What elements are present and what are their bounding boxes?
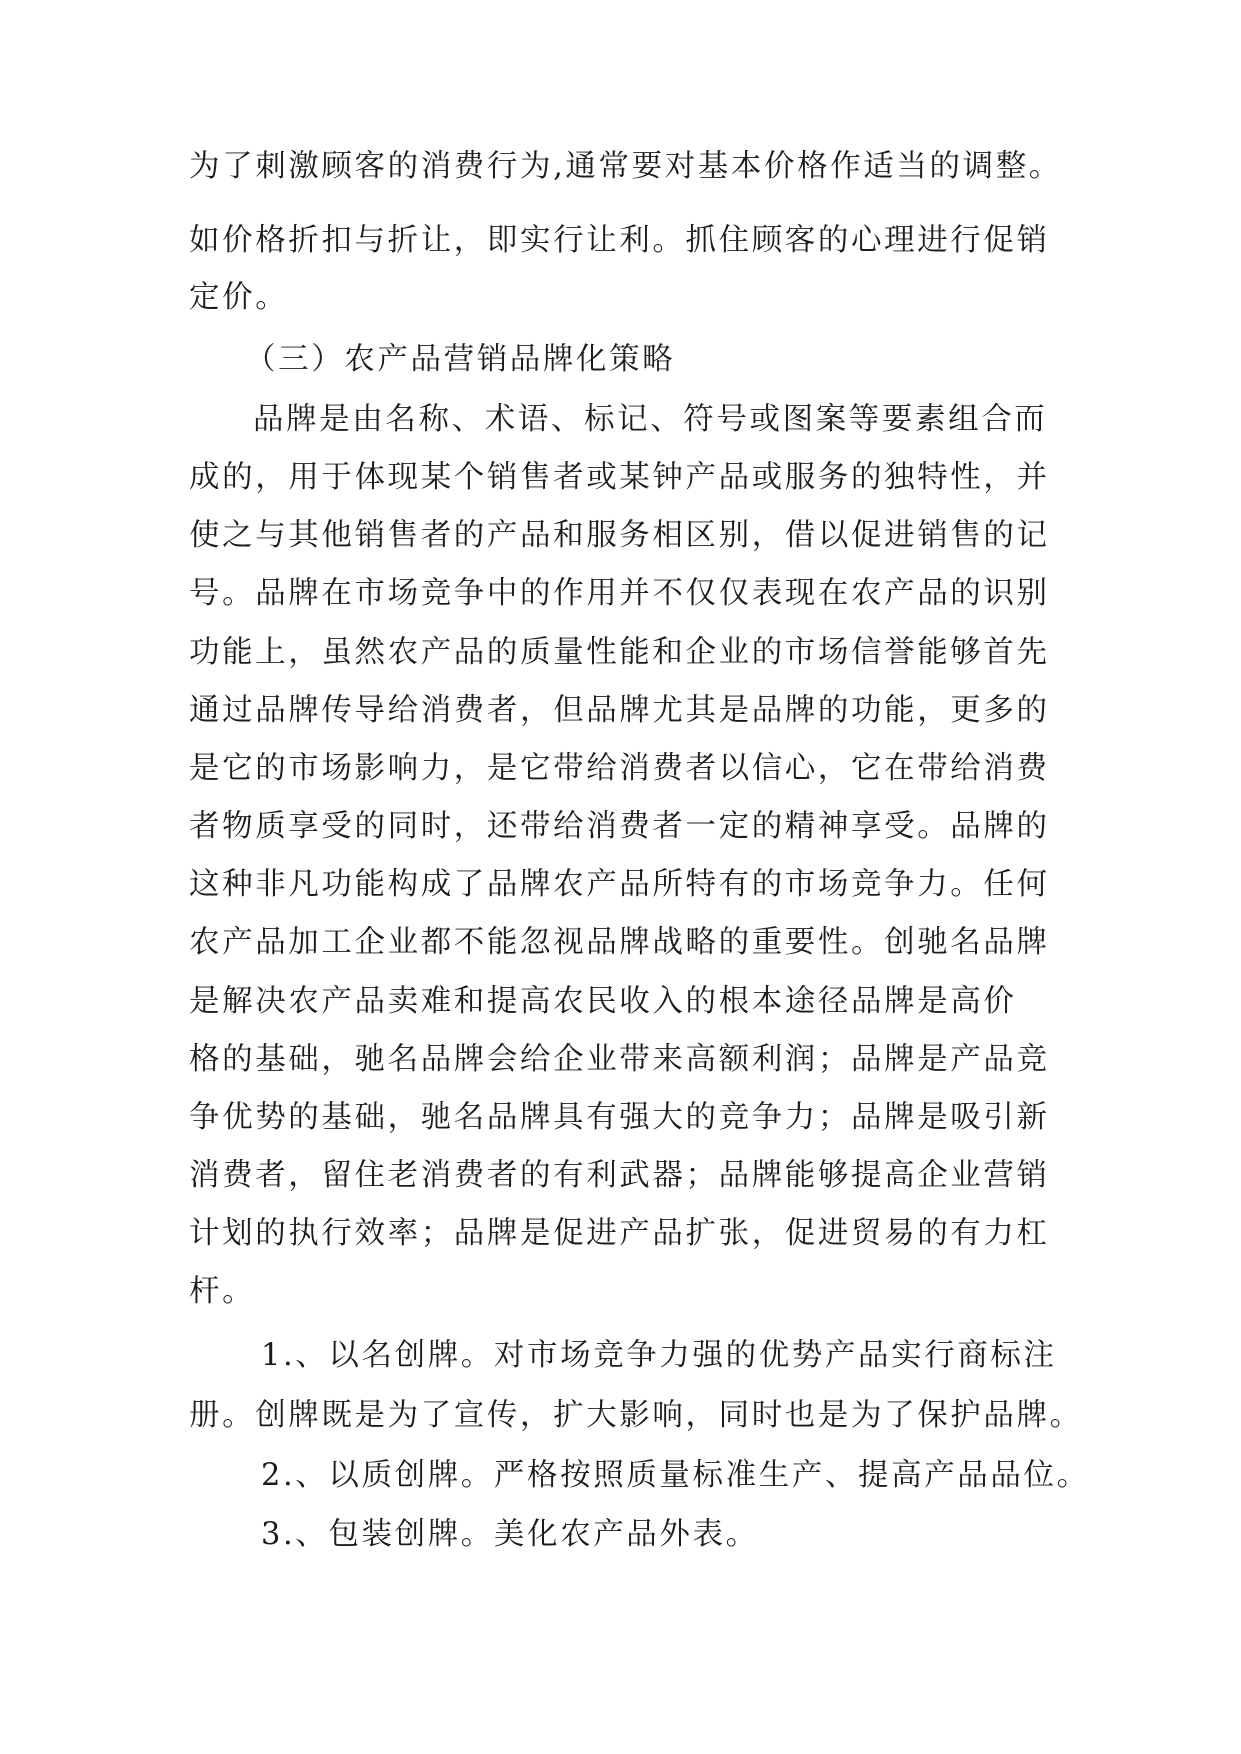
body-text-line: 杆。 xyxy=(189,1274,256,1309)
body-text-line: 为了刺激顾客的消费行为,通常要对基本价格作适当的调整。 xyxy=(189,149,1062,184)
body-text-line: 册。创牌既是为了宣传，扩大影响，同时也是为了保护品牌。 xyxy=(189,1398,1083,1433)
body-text-line: 是它的市场影响力，是它带给消费者以信心，它在带给消费 xyxy=(189,751,1050,786)
body-text-line: 定价。 xyxy=(189,280,289,315)
paragraph-first-line: 品牌是由名称、术语、标记、符号或图案等要素组合而 xyxy=(253,402,1048,437)
body-text-line: 格的基础，驰名品牌会给企业带来高额利润；品牌是产品竞 xyxy=(189,1042,1050,1077)
body-text-line: 号。品牌在市场竞争中的作用并不仅仅表现在农产品的识别 xyxy=(189,576,1050,611)
list-item-1: 1.、以名创牌。对市场竞争力强的优势产品实行商标注 xyxy=(261,1338,1057,1373)
body-text-line: 通过品牌传导给消费者，但品牌尤其是品牌的功能，更多的 xyxy=(189,693,1050,728)
body-text-line: 计划的执行效率；品牌是促进产品扩张，促进贸易的有力杠 xyxy=(189,1216,1050,1251)
list-item-3: 3.、包装创牌。美化农产品外表。 xyxy=(261,1517,759,1552)
body-text-line: 如价格折扣与折让，即实行让利。抓住顾客的心理进行促销 xyxy=(189,223,1050,258)
section-heading: （三）农产品营销品牌化策略 xyxy=(245,342,676,377)
list-item-2: 2.、以质创牌。严格按照质量标准生产、提高产品品位。 xyxy=(261,1458,1090,1493)
body-text-line: 消费者，留住老消费者的有利武器；品牌能够提高企业营销 xyxy=(189,1158,1050,1193)
body-text-line: 者物质享受的同时，还带给消费者一定的精神享受。品牌的 xyxy=(189,809,1050,844)
body-text-line: 功能上，虽然农产品的质量性能和企业的市场信誉能够首先 xyxy=(189,635,1050,670)
body-text-line: 这种非凡功能构成了品牌农产品所特有的市场竞争力。任何 xyxy=(189,867,1050,902)
body-text-line: 使之与其他销售者的产品和服务相区别，借以促进销售的记 xyxy=(189,518,1050,553)
body-text-line: 成的，用于体现某个销售者或某钟产品或服务的独特性，并 xyxy=(189,460,1050,495)
body-text-line: 农产品加工企业都不能忽视品牌战略的重要性。创驰名品牌 xyxy=(189,925,1050,960)
body-text-line: 是解决农产品卖难和提高农民收入的根本途径品牌是高价 xyxy=(189,984,1017,1019)
body-text-line: 争优势的基础，驰名品牌具有强大的竞争力；品牌是吸引新 xyxy=(189,1100,1050,1135)
